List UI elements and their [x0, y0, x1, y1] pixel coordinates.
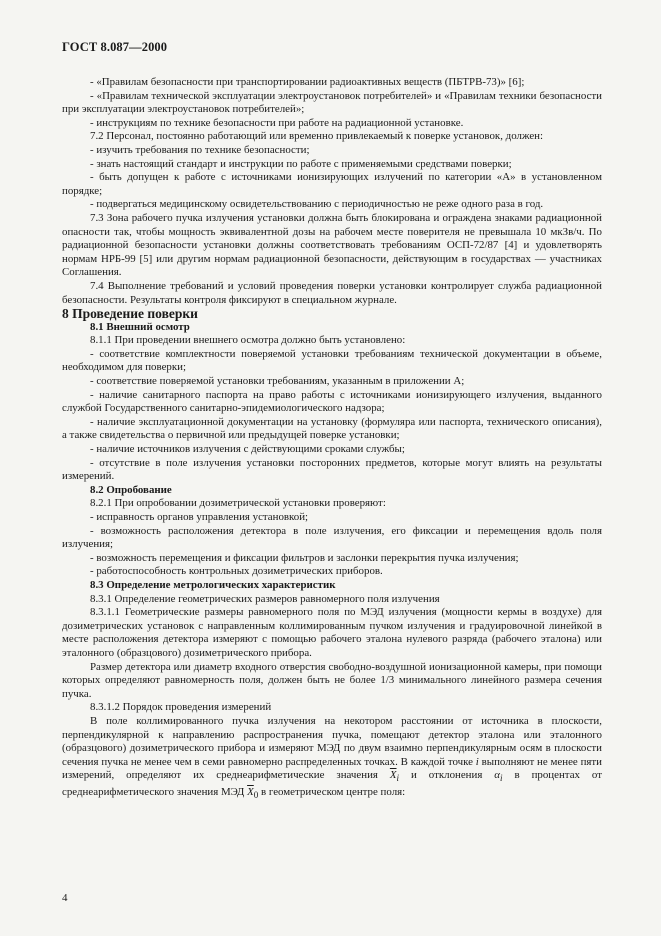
- paragraph: - изучить требования по технике безопасности;: [90, 143, 310, 156]
- paragraph: 8.1.1 При проведении внешнего осмотра должно быть установлено:: [90, 334, 406, 347]
- paragraph: - наличие санитарного паспорта на право работы с источниками ионизирующего излучения, выданного службой Государственного санитарно-эпидемиологического надзора;: [62, 388, 602, 415]
- text-run: и отклонения: [399, 769, 495, 782]
- paragraph: - отсутствие в поле излучения установки посторонних предметов, которые могут влиять на результаты измерений.: [62, 456, 602, 483]
- paragraph: - соответствие комплектности поверяемой установки требованиям технической документации в объеме, необходимом для поверки;: [62, 347, 602, 374]
- paragraph: - быть допущен к работе с источниками ионизирующих излучений по категории «А» в установленном порядке;: [62, 171, 602, 197]
- symbol-alpha: α: [494, 769, 501, 782]
- paragraph: 7.2 Персонал, постоянно работающий или временно привлекаемый к поверке установок, должен:: [90, 130, 544, 143]
- paragraph: - возможность расположения детектора в поле излучения, его фиксации и перемещения вдоль поля излучения;: [62, 524, 602, 551]
- paragraph: 8.3.1.2 Порядок проведения измерений: [90, 701, 272, 714]
- page-header: ГОСТ 8.087—2000: [62, 40, 168, 54]
- paragraph: - соответствие поверяемой установки требованиям, указанным в приложении А;: [90, 375, 465, 388]
- section-title: 8 Проведение поверки: [62, 306, 198, 322]
- paragraph: - исправность органов управления установкой;: [90, 511, 309, 523]
- paragraph: - работоспособность контрольных дозиметрических приборов.: [90, 565, 383, 578]
- text-run: выполняют не менее пяти измерений, определяют их среднеарифметические значения: [62, 755, 602, 782]
- symbol-x0-mean: $\overline{X}$: [247, 786, 254, 799]
- paragraph: 7.3 Зона рабочего пучка излучения установки должна быть блокирована и ограждена знаками радиационной опасности так, чтобы мощность эквивалентной дозы на рабочем месте поверителя не превышала 10 мкЗв/ч. По радиационной безопасности установки должны соответствовать требованиям ОСП-72/87 [4] и удовлетворять нормам НРБ-99 [5] или другим нормам радиационной безопасности, действующим в государствах — участниках Соглашения.: [62, 211, 602, 279]
- fraction: 1/3: [380, 674, 395, 687]
- symbol-subscript: i: [396, 773, 400, 784]
- paragraph: - наличие источников излучения с действующими сроками службы;: [90, 443, 405, 456]
- symbol-i: i: [475, 755, 479, 768]
- paragraph: - инструкциям по технике безопасности при работе на радиационной установке.: [90, 116, 464, 129]
- text-run: минимального линейного размера сечения пучка.: [62, 674, 603, 700]
- body-text: [62, 76, 602, 803]
- paragraph: 8.3.1.1 Геометрические размеры равномерного поля по МЭД излучения (мощности кермы в воздухе) для дозиметрических установок с направленным коллимированным пучком излучения и градуировочной линейкой в месте расположения детектора измеряют с помощью рабочего эталона нулевого разряда (рабочего эталона) или эталонного (образцового) дозиметрического прибора.: [62, 606, 602, 659]
- paragraph: 8.2.1 При опробовании дозиметрической установки проверяют:: [90, 497, 386, 510]
- paragraph: - наличие эксплуатационной документации на установку (формуляра или паспорта, технического описания), а также свидетельства о первичной или предыдущей поверке установки;: [62, 415, 602, 442]
- paragraph-detector: [62, 661, 602, 702]
- text-run: Размер детектора или диаметр входного отверстия свободно-воздушной ионизационной камеры, при помощи которых определяют равномерность поля, должен быть не более: [62, 660, 602, 687]
- paragraph: - подвергаться медицинскому освидетельствованию с периодичностью не реже одного раза в год.: [90, 198, 544, 211]
- subsection-heading: 8.1 Внешний осмотр: [90, 320, 190, 333]
- symbol-x-mean: $\overline{X}$: [389, 769, 397, 782]
- paragraph: - «Правилам технической эксплуатации электроустановок потребителей» и «Правилам техники безопасности при эксплуатации электроустановок потребителей»;: [62, 89, 602, 116]
- subsection-heading: 8.2 Опробование: [90, 483, 172, 496]
- paragraph: 7.4 Выполнение требований и условий проведения поверки установки контролирует служба радиационной безопасности. Результаты контроля фиксируют в специальном журнале.: [62, 279, 602, 306]
- symbol-subscript: i: [500, 773, 503, 784]
- symbol-subscript: 0: [253, 790, 259, 801]
- paragraph: - возможность перемещения и фиксации фильтров и заслонки перекрытия пучка излучения;: [90, 551, 519, 564]
- text-run: в процентах от среднеарифметического значения МЭД: [62, 769, 602, 799]
- paragraph-procedure: [62, 715, 602, 803]
- paragraph: - «Правилам безопасности при транспортировании радиоактивных веществ (ПБТРВ-73)» [6];: [90, 76, 525, 88]
- paragraph: - знать настоящий стандарт и инструкции по работе с применяемыми средствами поверки;: [90, 157, 512, 170]
- text-run: в геометрическом центре поля:: [258, 786, 406, 799]
- subsection-heading: 8.3 Определение метрологических характеристик: [90, 578, 336, 591]
- page-number: 4: [62, 892, 68, 904]
- text-run: В поле коллимированного пучка излучения на некотором расстоянии от источника в плоскости, перпендикулярной к направлению распространения пучка, помещают детектор эталона или эталонного (образцового) дозиметрического прибора и измеряют МЭД по двум взаимно перпендикулярным осям в плоскости сечения пучка не менее чем в семи равномерно распределенных точках. В каждой точке: [62, 714, 602, 768]
- paragraph: 8.3.1 Определение геометрических размеров равномерного поля излучения: [90, 592, 440, 605]
